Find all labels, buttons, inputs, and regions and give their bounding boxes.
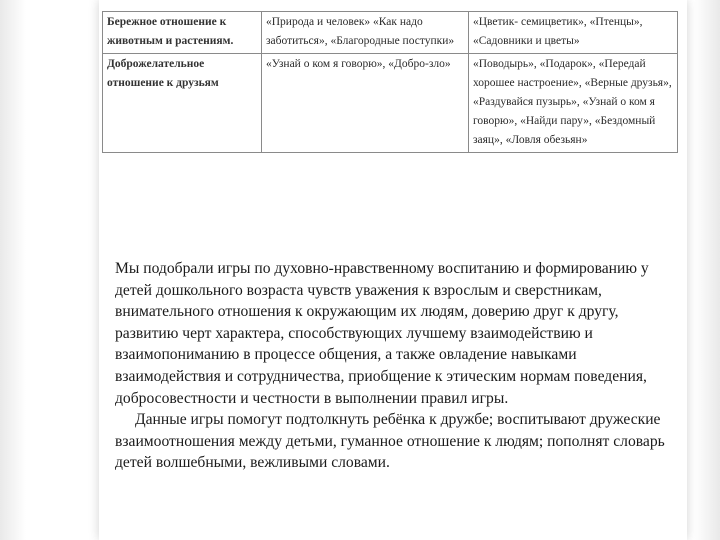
- document-page: [99, 0, 687, 540]
- table-cell-games: «Узнай о ком я говорю», «Добро-зло»: [262, 54, 469, 153]
- table-cell-category: [103, 12, 262, 54]
- page-edge-left: [0, 0, 26, 540]
- paragraph: Данные игры помогут подтолкнуть ребёнка к дружбе; воспитывают дружеские взаимоотношения между детьми, гуманное отношение к людям; пополнят словарь детей волшебными, вежливыми словами.: [115, 411, 665, 472]
- body-text: [115, 258, 675, 474]
- table-row: [103, 54, 678, 153]
- category-label: Доброжелательное отношение к друзьям: [107, 58, 219, 89]
- paragraph: Мы подобрали игры по духовно-нравственному воспитанию и формированию у детей дошкольного возраста чувств уважения к взрослым и сверстникам, внимательного отношения к окружающим их людям, доверию друг к другу, развитию черт характера, способствующих лучшему взаимодействию и взаимопониманию в процессе общения, а также овладение навыками взаимодействия и сотрудничества, приобщение к этическим нормам поведения, добросовестности и честности в выполнении правил игры.: [115, 260, 649, 407]
- page-edge-right: [694, 0, 720, 540]
- category-label: Бережное отношение к животным и растениям.: [107, 16, 234, 47]
- table-cell-category: [103, 54, 262, 153]
- games-table: [102, 11, 678, 153]
- table-cell-games: «Природа и человек» «Как надо заботиться», «Благородные поступки»: [262, 12, 469, 54]
- table-cell-games: «Поводырь», «Подарок», «Передай хорошее настроение», «Верные друзья», «Раздувайся пузырь», «Узнай о ком я говорю», «Найди пару», «Бездомный заяц», «Ловля обезьян»: [469, 54, 678, 153]
- table-row: [103, 12, 678, 54]
- table-cell-games: «Цветик- семицветик», «Птенцы», «Садовники и цветы»: [469, 12, 678, 54]
